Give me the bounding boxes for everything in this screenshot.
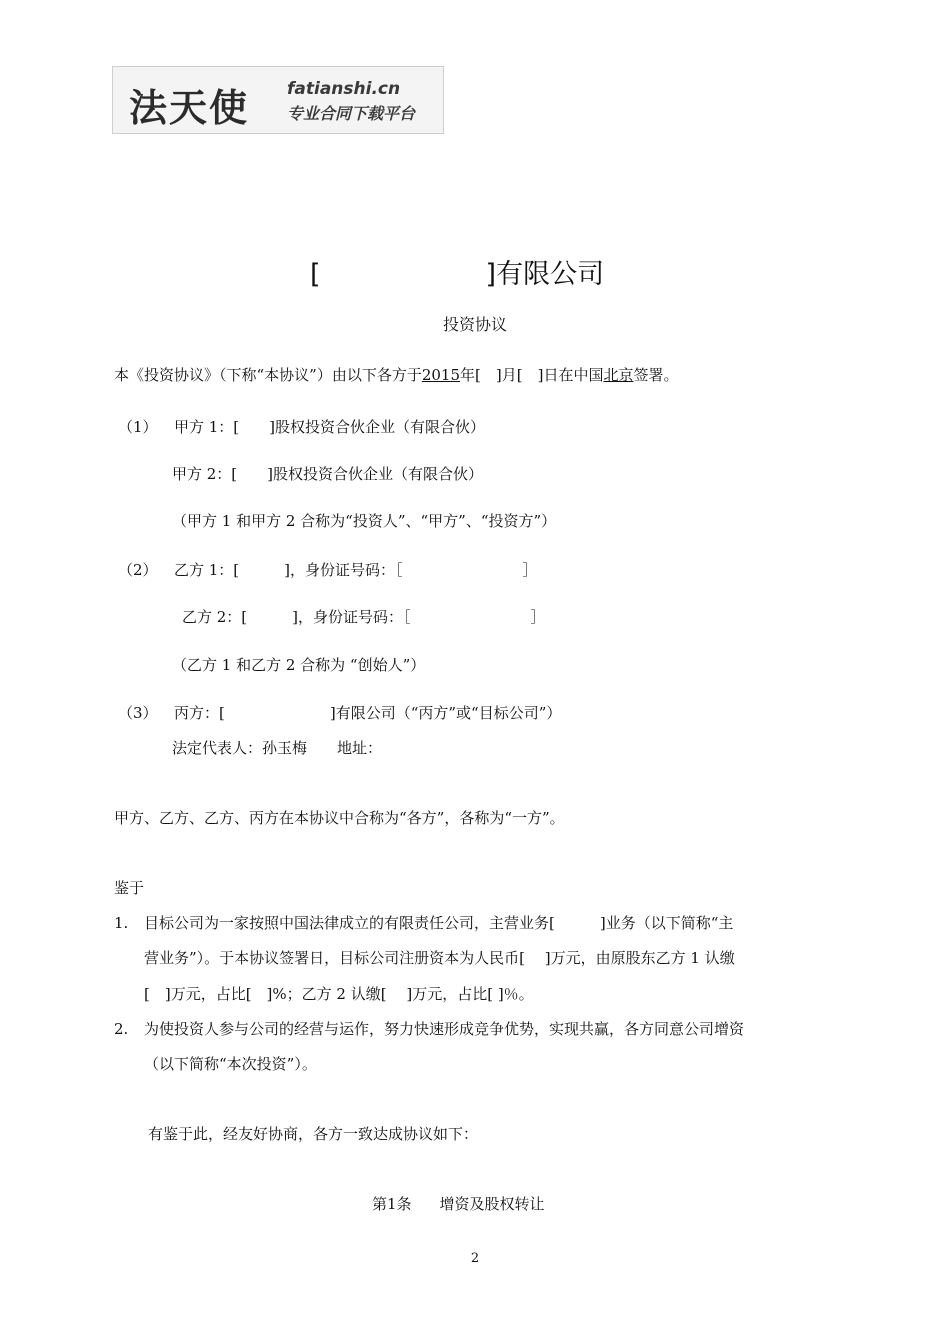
logo-brand-cn: 法天使 <box>129 86 250 130</box>
document-title: 投资协议 <box>442 315 507 334</box>
party-2-line-b: 乙方 2：[ ]，身份证号码：［ ］ <box>182 608 546 626</box>
party-1-number: （1） <box>118 418 158 436</box>
party-2a-text: 乙方 1：[ ]，身份证号码：［ ］ <box>174 561 538 579</box>
intro-city: 北京 <box>603 366 634 384</box>
whereas-title: 鉴于 <box>114 879 145 897</box>
agreement-intro: 有鉴于此，经友好协商，各方一致达成协议如下： <box>148 1125 479 1143</box>
company-bracket-left: [ <box>310 259 321 290</box>
article-title: 增资及股权转让 <box>439 1195 545 1213</box>
whereas-item-2-text-1: 为使投资人参与公司的经营与运作，努力快速形成竞争优势，实现共赢，各方同意公司增资 <box>144 1020 745 1038</box>
logo-brand-url: fatianshi.cn <box>287 79 401 99</box>
intro-pre: 本《投资协议》（下称“本协议”）由以下各方于 <box>114 366 422 384</box>
party-1-note: （甲方 1 和甲方 2 合称为“投资人”、“甲方”、“投资方”） <box>172 512 557 530</box>
party-3-number: （3） <box>118 704 158 722</box>
whereas-item-1-text-1: 目标公司为一家按照中国法律成立的有限责任公司，主营业务[ ]业务（以下简称“主 <box>144 914 734 932</box>
whereas-item-2-number: 2. <box>114 1020 129 1038</box>
whereas-item-1-line-3: [ ]万元，占比[ ]%；乙方 2 认缴[ ]万元，占比[ ]％。 <box>144 985 534 1003</box>
whereas-item-1-number: 1. <box>114 914 129 932</box>
intro-paragraph <box>114 364 678 385</box>
article-heading <box>372 1193 545 1214</box>
intro-post: 签署。 <box>633 366 679 384</box>
party-1a-text: 甲方 1：[ ]股权投资合伙企业（有限合伙） <box>174 418 486 436</box>
intro-year: 2015 <box>421 366 461 384</box>
party-3-representative: 法定代表人：孙玉梅 地址： <box>172 739 383 757</box>
party-3a-text: 丙方：[ ]有限公司（“丙方”或“目标公司”） <box>174 704 562 722</box>
intro-mid: 年[ ]月[ ]日在中国 <box>460 366 604 384</box>
brand-logo <box>112 66 444 134</box>
article-number: 第1条 <box>372 1195 412 1213</box>
whereas-item-2-line-2: （以下简称“本次投资”）。 <box>144 1055 317 1073</box>
party-1-line-a <box>118 416 485 437</box>
party-2-note: （乙方 1 和乙方 2 合称为 “创始人”） <box>172 656 426 674</box>
whereas-item-2-line-1 <box>114 1018 744 1039</box>
whereas-item-1-line-1 <box>114 912 733 933</box>
page-number: 2 <box>470 1251 480 1266</box>
logo-tagline: 专业合同下载平台 <box>287 104 416 123</box>
party-3-line-a <box>118 702 561 723</box>
whereas-item-1-line-2: 营业务”）。于本协议签署日，目标公司注册资本为人民币[ ]万元，由原股东乙方 1 认缴 <box>144 949 735 967</box>
company-title <box>310 252 604 291</box>
party-2-line-a <box>118 559 538 580</box>
party-2-number: （2） <box>118 561 158 579</box>
collective-definition: 甲方、乙方、乙方、丙方在本协议中合称为“各方”，各称为“一方”。 <box>114 809 565 827</box>
company-bracket-right: ]有限公司 <box>485 259 605 290</box>
party-1-line-b: 甲方 2：[ ]股权投资合伙企业（有限合伙） <box>172 465 484 483</box>
